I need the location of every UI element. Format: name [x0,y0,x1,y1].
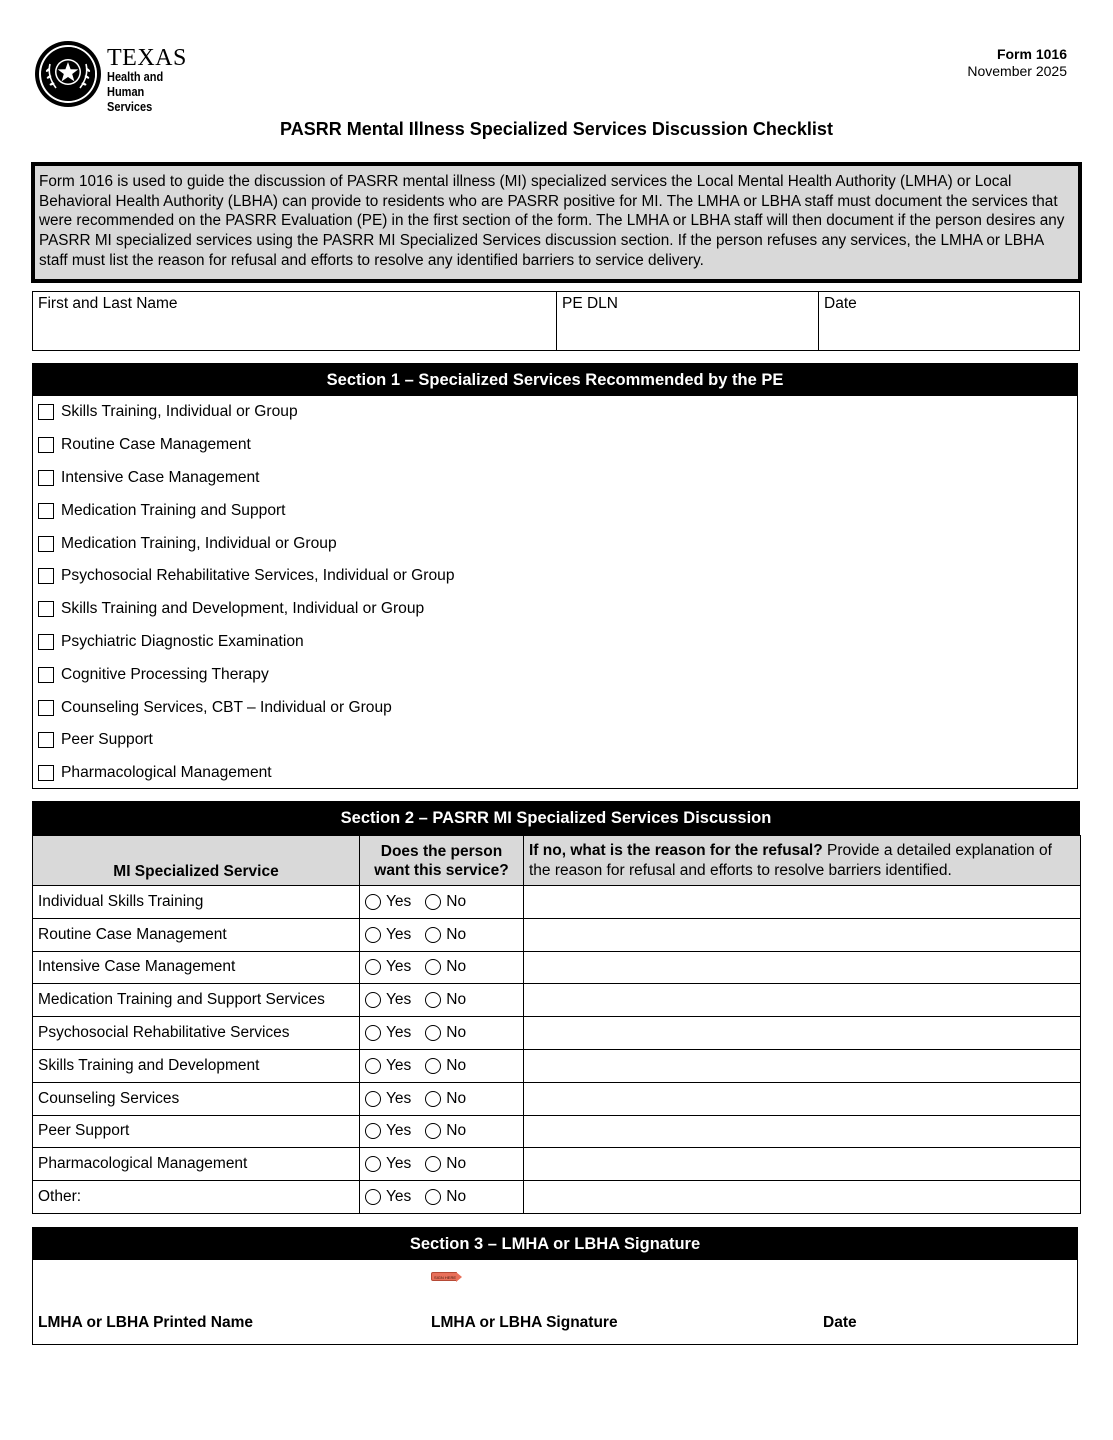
checkbox[interactable] [38,437,54,453]
yes-radio[interactable] [365,1058,381,1074]
form-number: Form 1016 [996,46,1067,62]
no-label: No [446,925,467,943]
checklist-item[interactable] [33,396,1077,429]
pe-dln-field[interactable] [557,292,819,350]
checklist-item-label: Psychiatric Diagnostic Examination [61,632,304,650]
no-label: No [446,958,467,976]
refusal-reason-field[interactable] [524,1115,1081,1148]
pe-dln-label: PE DLN [562,295,618,312]
date-label: Date [824,295,857,312]
no-label: No [446,1188,467,1206]
section-3-header: Section 3 – LMHA or LBHA Signature [33,1228,1077,1260]
yes-label: Yes [386,892,412,910]
reason-header-question: If no, what is the reason for the refusal? [529,841,823,859]
no-label: No [446,1056,467,1074]
checklist-item-label: Counseling Services, CBT – Individual or Group [61,698,392,716]
service-name: Psychosocial Rehabilitative Services [33,1017,360,1050]
identity-row [32,291,1080,351]
checkbox[interactable] [38,404,54,420]
table-row [33,1181,1081,1214]
table-row [33,1115,1081,1148]
checklist-item[interactable] [33,724,1077,757]
checklist-item-label: Pharmacological Management [61,764,272,782]
checklist-item[interactable] [33,462,1077,495]
service-name: Counseling Services [33,1082,360,1115]
section-1-header: Section 1 – Specialized Services Recommended by the PE [33,364,1077,396]
want-service-radio-group[interactable] [365,1090,518,1108]
form-date: November 2025 [967,63,1067,79]
signature-date-field[interactable] [817,1261,1077,1311]
table-row [33,1017,1081,1050]
service-name: Routine Case Management [33,918,360,951]
checkbox[interactable] [38,700,54,716]
want-service-radio-group[interactable] [365,1155,518,1173]
no-radio[interactable] [425,959,441,975]
checklist-item[interactable] [33,429,1077,462]
checkbox[interactable] [38,470,54,486]
want-service-radio-group[interactable] [365,958,518,976]
yes-radio[interactable] [365,1189,381,1205]
no-radio[interactable] [425,1189,441,1205]
hhs-logo [34,40,214,114]
logo-subtitle-2: Services [107,100,153,114]
printed-name-label: LMHA or LBHA Printed Name [38,1314,254,1331]
no-label: No [446,991,467,1009]
service-name: Intensive Case Management [33,951,360,984]
refusal-reason-field[interactable] [524,951,1081,984]
want-service-radio-group[interactable] [365,1188,518,1206]
service-name: Medication Training and Support Services [33,984,360,1017]
yes-radio[interactable] [365,927,381,943]
checklist-item[interactable] [33,691,1077,724]
yes-label: Yes [386,991,412,1009]
no-radio[interactable] [425,1025,441,1041]
yes-label: Yes [386,1024,412,1042]
refusal-reason-field[interactable] [524,918,1081,951]
no-label: No [446,892,467,910]
column-header-reason [524,836,1081,886]
refusal-reason-field[interactable] [524,984,1081,1017]
instructions-box [31,162,1082,283]
yes-label: Yes [386,958,412,976]
signature-date-label: Date [823,1314,857,1331]
name-label: First and Last Name [38,295,178,312]
checklist-item[interactable] [33,593,1077,626]
form-identifier [967,46,1067,80]
want-service-radio-group[interactable] [365,1122,518,1140]
signature-label: LMHA or LBHA Signature [431,1314,618,1331]
sign-here-tag-icon[interactable]: SIGN HERE [431,1272,457,1281]
yes-label: Yes [386,1056,412,1074]
logo-subtitle-1: Health and Human [107,70,164,99]
recommended-services-list [33,396,1077,790]
section-2-header: Section 2 – PASRR MI Specialized Services Discussion [32,801,1080,835]
refusal-reason-field[interactable] [524,1049,1081,1082]
checkbox[interactable] [38,634,54,650]
signature-field[interactable] [425,1261,817,1311]
table-row [33,1148,1081,1181]
no-radio[interactable] [425,1058,441,1074]
no-radio[interactable] [425,894,441,910]
service-name[interactable]: Other: [33,1181,360,1214]
no-radio[interactable] [425,1123,441,1139]
checklist-item-label: Routine Case Management [61,436,251,454]
printed-name-field[interactable] [33,1261,425,1311]
section-3 [32,1227,1078,1345]
table-header-row [33,836,1081,886]
no-label: No [446,1122,467,1140]
section-2 [32,801,1080,1214]
yes-label: Yes [386,1122,412,1140]
no-radio[interactable] [425,927,441,943]
service-name: Peer Support [33,1115,360,1148]
checklist-item[interactable] [33,626,1077,659]
column-header-want [360,836,524,886]
service-name: Pharmacological Management [33,1148,360,1181]
checkbox[interactable] [38,568,54,584]
no-label: No [446,1089,467,1107]
want-header-line1: Does the person [380,842,503,860]
want-service-radio-group[interactable] [365,893,518,911]
yes-radio[interactable] [365,959,381,975]
checkbox[interactable] [38,732,54,748]
table-row [33,984,1081,1017]
yes-label: Yes [386,925,412,943]
date-field[interactable] [819,292,1079,350]
checklist-item-label: Skills Training and Development, Individual or Group [61,600,425,618]
checklist-item[interactable] [33,527,1077,560]
column-header-service: MI Specialized Service [33,836,360,886]
no-radio[interactable] [425,1091,441,1107]
checkbox[interactable] [38,667,54,683]
checkbox[interactable] [38,503,54,519]
section-1 [32,363,1078,789]
table-row [33,1049,1081,1082]
no-label: No [446,1155,467,1173]
want-service-radio-group[interactable] [365,926,518,944]
yes-radio[interactable] [365,1025,381,1041]
logo-title: TEXAS [107,45,187,71]
reason-header-instructions: Provide a detailed explanation of the reason for refusal and efforts to resolve barriers identified. [529,841,1052,879]
table-row [33,886,1081,919]
yes-label: Yes [386,1188,412,1206]
services-discussion-table [32,835,1081,1214]
want-header-line2: want this service? [374,861,509,879]
instructions-text: Form 1016 is used to guide the discussion of PASRR mental illness (MI) specialized services the Local Mental Health Authority (LMHA) or Local Behavioral Health Authority (LBHA) can provide to residents who are PASRR positive for MI. The LMHA or LBHA staff must document the services that were recommended on the PASRR Evaluation (PE) in the first section of the form. The LMHA or LBHA staff will then document if the person desires any PASRR MI specialized services using the PASRR MI Specialized Services discussion section. If the person refuses any services, the LMHA or LBHA staff must list the reason for refusal and efforts to resolve any identified barriers to service delivery. [39,173,1065,269]
service-name: Skills Training and Development [33,1049,360,1082]
checklist-item[interactable] [33,560,1077,593]
texas-seal-icon [34,40,102,108]
checklist-item-label: Skills Training, Individual or Group [61,403,298,421]
table-row [33,1082,1081,1115]
logo-wordmark [107,46,214,115]
checklist-item-label: Cognitive Processing Therapy [61,665,269,683]
service-name: Individual Skills Training [33,886,360,919]
no-radio[interactable] [425,1156,441,1172]
refusal-reason-field[interactable] [524,1082,1081,1115]
name-field[interactable] [33,292,557,350]
yes-radio[interactable] [365,1156,381,1172]
no-radio[interactable] [425,992,441,1008]
checklist-item-label: Medication Training, Individual or Group [61,534,337,552]
page-title: PASRR Mental Illness Specialized Services Discussion Checklist [280,119,833,139]
checklist-item-label: Intensive Case Management [61,468,260,486]
want-service-radio-group[interactable] [365,1057,518,1075]
want-service-radio-group[interactable] [365,991,518,1009]
want-service-radio-group[interactable] [365,1024,518,1042]
yes-radio[interactable] [365,1091,381,1107]
refusal-reason-field[interactable] [524,886,1081,919]
checkbox[interactable] [38,536,54,552]
checklist-item[interactable] [33,494,1077,527]
checklist-item-label: Peer Support [61,731,153,749]
no-label: No [446,1024,467,1042]
checklist-item-label: Medication Training and Support [61,501,286,519]
yes-radio[interactable] [365,894,381,910]
yes-radio[interactable] [365,992,381,1008]
refusal-reason-field[interactable] [524,1181,1081,1214]
yes-label: Yes [386,1089,412,1107]
table-row [33,951,1081,984]
yes-radio[interactable] [365,1123,381,1139]
checkbox[interactable] [38,601,54,617]
checklist-item-label: Psychosocial Rehabilitative Services, Individual or Group [61,567,455,585]
checkbox[interactable] [38,765,54,781]
checklist-item[interactable] [33,658,1077,691]
table-row [33,918,1081,951]
refusal-reason-field[interactable] [524,1148,1081,1181]
refusal-reason-field[interactable] [524,1017,1081,1050]
checklist-item[interactable] [33,757,1077,790]
yes-label: Yes [386,1155,412,1173]
